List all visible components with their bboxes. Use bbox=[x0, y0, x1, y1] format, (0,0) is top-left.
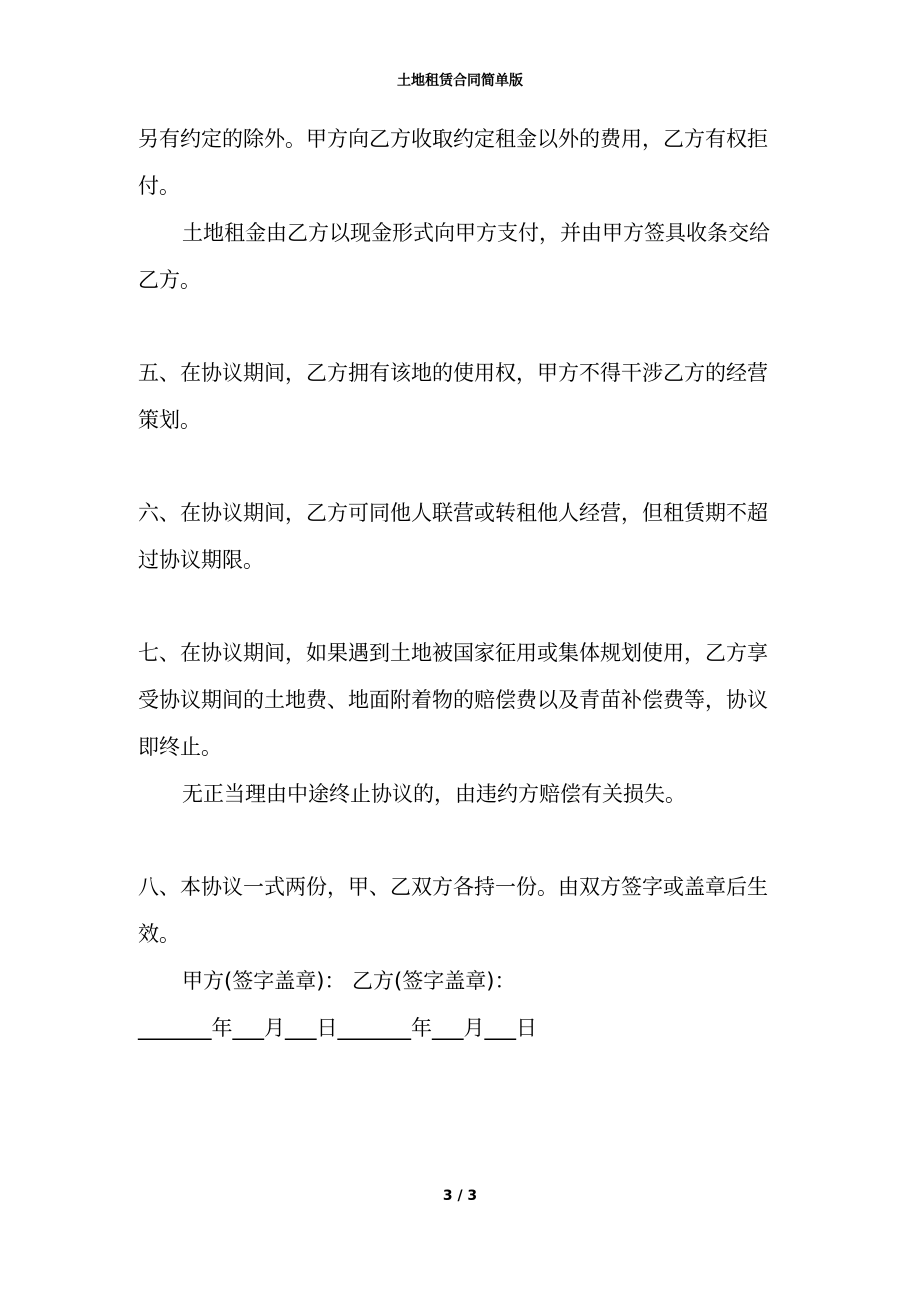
paragraph-rent-fees: 另有约定的除外。甲方向乙方收取约定租金以外的费用，乙方有权拒付。 bbox=[138, 127, 768, 198]
clause-eight: 八、本协议一式两份，甲、乙双方各持一份。由双方签字或盖章后生效。 bbox=[138, 875, 768, 946]
document-body bbox=[138, 116, 786, 1052]
clause-six: 六、在协议期间，乙方可同他人联营或转租他人经营，但租赁期不超过协议期限。 bbox=[138, 501, 768, 572]
document-header-title: 土地租赁合同简单版 bbox=[397, 73, 523, 89]
paragraph-breach: 无正当理由中途终止协议的，由违约方赔偿有关损失。 bbox=[182, 782, 686, 806]
clause-five: 五、在协议期间，乙方拥有该地的使用权，甲方不得干涉乙方的经营策划。 bbox=[138, 361, 768, 432]
paragraph-rent-payment: 土地租金由乙方以现金形式向甲方支付，并由甲方签具收条交给乙方。 bbox=[138, 221, 770, 292]
page-number: 3 / 3 bbox=[442, 1188, 478, 1204]
date-line: _______年___月___日_______年___月___日 bbox=[138, 1016, 537, 1040]
signature-line: 甲方(签字盖章)： 乙方(签字盖章)： bbox=[182, 969, 516, 993]
clause-seven: 七、在协议期间，如果遇到土地被国家征用或集体规划使用，乙方享受协议期间的土地费、地面附着物的赔偿费以及青苗补偿费等，协议即终止。 bbox=[138, 641, 768, 759]
